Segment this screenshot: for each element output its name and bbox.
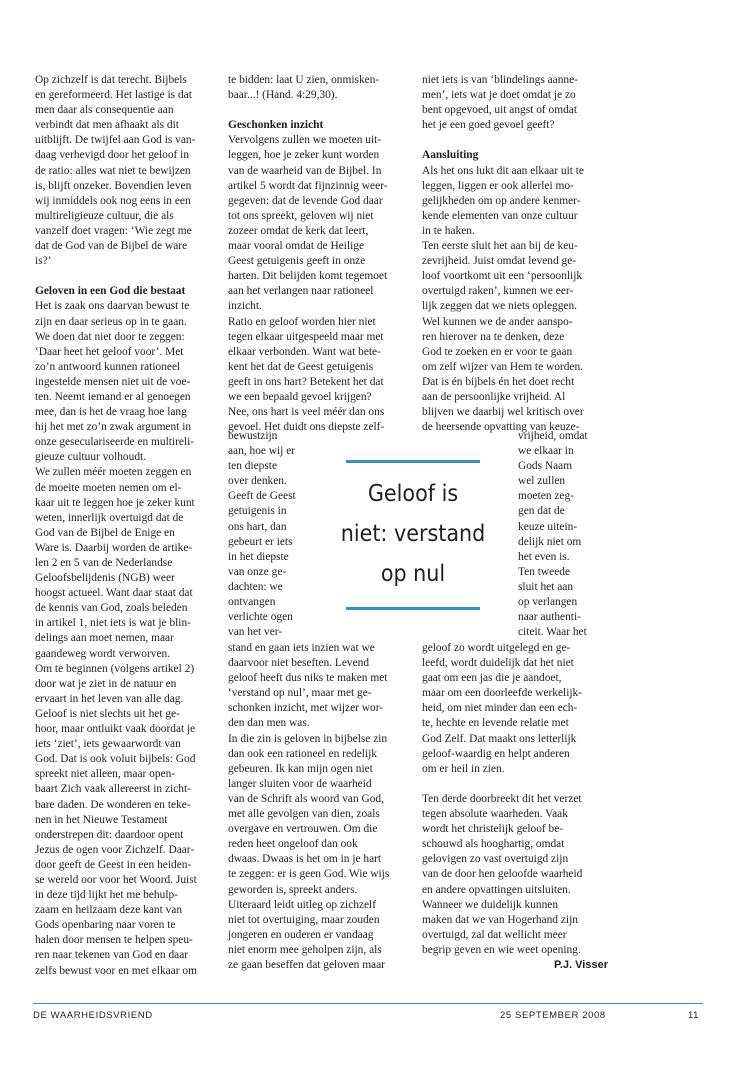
body-text-line: wel zullen — [518, 475, 566, 488]
body-text-line: mee, dan is het de vraag hoe lang — [35, 406, 187, 419]
body-text-line: Nee, ons hart is veel méér dan ons — [228, 406, 385, 419]
body-text-line: we elkaar in — [518, 445, 574, 458]
body-text-line: naar authenti- — [518, 611, 581, 624]
body-text-line: Als het ons lukt dit aan elkaar uit te — [422, 164, 584, 177]
body-text-line: met alle gevolgen van dien, zoals — [228, 808, 380, 821]
body-text-line: aan, hoe wij er — [228, 445, 296, 458]
body-text-line: onze geseculariseerde en multireli- — [35, 436, 195, 449]
paragraph-gap — [228, 103, 414, 118]
body-text-line: daag verhevigd door het geloof in — [35, 149, 190, 162]
body-text-line: zelfs bewust voor en met elkaar om — [35, 964, 197, 977]
body-text-line: ‘Daar heet het geloof voor’. Met — [35, 345, 184, 358]
body-text-line: vanzelf doet vragen: ‘Wie zegt me — [35, 224, 192, 237]
body-text-line: langer sluiten voor de waarheid — [228, 777, 372, 790]
body-text-line: schouwd als hooghartig, omdat — [422, 838, 565, 851]
body-text-line: zozeer omdat de kerk dat leert, — [228, 224, 369, 237]
body-text-line: te zeggen: er is geen God. Wie wijs — [228, 868, 390, 881]
body-text-line: bare daden. De wonderen en teke- — [35, 798, 191, 811]
column-2-wrap — [228, 429, 320, 640]
body-text-line: te, hechte en levende relatie met — [422, 717, 569, 730]
body-text-line: geloof heeft dus niks te maken met — [228, 672, 388, 685]
body-text-line: Ware is. Daarbij worden de artike- — [35, 541, 193, 554]
body-text-line: hoor, maar ontluikt vaak doordat je — [35, 723, 196, 736]
author-byline: P.J. Visser — [553, 958, 608, 971]
footer-date: 25 SEPTEMBER 2008 — [500, 1010, 606, 1021]
body-text-line: overgave en vertrouwen. Om die — [228, 823, 378, 836]
body-text-line: kent het dat de Geest getuigenis — [228, 360, 374, 373]
body-text-line: men’, iets wat je doet omdat je zo — [422, 89, 576, 102]
body-text-line: onderstrepen dit: daardoor opent — [35, 828, 184, 841]
body-text-line: gevoel. Het duidt ons diepste zelf- — [228, 421, 385, 434]
body-text-line: jongeren en ouderen er vandaag — [228, 928, 374, 941]
body-text-line: inzicht. — [228, 300, 262, 313]
body-text-line: Geloofsbelijdenis (NGB) weer — [35, 572, 175, 585]
body-text-line: aan het verlangen naar rationeel — [228, 285, 374, 298]
body-text-line: daarvoor niet beseften. Levend — [228, 657, 370, 670]
body-text-line: delijk niet om — [518, 535, 582, 548]
body-text-line: getuigenis in — [228, 505, 287, 518]
body-text-line: ten. Neemt iemand er al genoegen — [35, 390, 191, 403]
body-text-line: Op zichzelf is dat terecht. Bijbels — [35, 74, 187, 86]
body-text-line: gaandeweg wordt verworven. — [35, 647, 171, 660]
body-text-line: ontvangen — [228, 596, 276, 609]
body-text-line: ren naar tekenen van God en daar — [35, 949, 189, 962]
pull-quote-text — [334, 474, 492, 594]
body-text-line: In die zin is geloven in bijbelse zin — [228, 732, 388, 745]
body-text-line: en gereformeerd. Het lastige is dat — [35, 89, 192, 102]
column-3-top — [422, 73, 608, 435]
body-text-line: God van de Bijbel de Enige en — [35, 526, 175, 539]
body-text-line: tegen elkaar uitgespeeld maar met — [228, 330, 384, 343]
body-text-line: zo’n antwoord kunnen rationeel — [35, 360, 181, 373]
body-text-line: Ratio en geloof worden hier niet — [228, 315, 376, 328]
body-text-line: van het ver- — [228, 626, 283, 639]
body-text-line: Dat is én bijbels én het doet recht — [422, 375, 575, 388]
body-text-line: God. Dat is ook voluit bijbels: God — [35, 753, 196, 766]
body-text-line: Wanneer we duidelijk kunnen — [422, 898, 559, 911]
body-text-line: elkaar verbonden. Want wat bete- — [228, 345, 381, 358]
body-text-line: hij het met zo’n zwak argument in — [35, 421, 192, 434]
body-text-line: gieuze cultuur volhoudt. — [35, 451, 147, 464]
body-text-line: kende elementen van onze cultuur — [422, 209, 578, 222]
paragraph-gap — [422, 133, 608, 148]
body-text-line: leggen, liggen er ook allerlei mo- — [422, 179, 574, 192]
body-text-line: Uiteraard leidt uitleg op zichzelf — [228, 898, 377, 911]
body-text-line: het even is. — [518, 550, 570, 563]
body-text-line: zevrijheid. Juist omdat levend ge- — [422, 255, 577, 268]
body-text-line: en andere opvattingen uitsluiten. — [422, 883, 571, 896]
body-text-line: weten, innerlijk overtuigd dat de — [35, 511, 184, 524]
body-text-line: gen dat de — [518, 505, 565, 518]
body-text-line: van onze ge- — [228, 565, 287, 578]
body-text-line: dan ook een rationeel en redelijk — [228, 747, 377, 760]
body-text-line: het je een goed gevoel geeft? — [422, 119, 555, 132]
section-heading: Geschonken inzicht — [228, 119, 324, 132]
body-text-line: gegeven: dat de levende God daar — [228, 194, 383, 207]
body-text-line: Vervolgens zullen we moeten uit- — [228, 134, 382, 147]
body-text-line: Ten eerste sluit het aan bij de keu- — [422, 240, 578, 253]
pull-quote — [334, 452, 492, 612]
body-text-line: keuze uitein- — [518, 520, 578, 533]
body-text-line: Gods Naam — [518, 460, 573, 473]
body-text-line: Geloof is niet slechts uit het ge- — [35, 707, 180, 720]
section-heading: Aansluiting — [422, 149, 479, 162]
body-text-line: op verlangen — [518, 596, 578, 609]
body-text-line: Ten tweede — [518, 565, 571, 578]
body-text-line: len 2 en 5 van de Nederlandse — [35, 557, 173, 569]
body-text-line: men daar als consequentie aan — [35, 104, 174, 117]
body-text-line: geloof zo wordt uitgelegd en ge- — [422, 642, 571, 654]
body-text-line: dat de God van de Bijbel de ware — [35, 240, 188, 253]
body-text-line: bewustzijn — [228, 430, 278, 442]
body-text-line: baar...! (Hand. 4:29,30). — [228, 89, 338, 102]
body-text-line: geworden is, spreekt anders. — [228, 883, 358, 896]
body-text-line: reden heet ongeloof dan ook — [228, 838, 358, 851]
body-text-line: ons hart, dan — [228, 520, 287, 533]
body-text-line: tot ons spreekt, geloven wij niet — [228, 209, 374, 222]
body-text-line: gebeurt er iets — [228, 535, 293, 548]
body-text-line: Het is zaak ons daarvan bewust te — [35, 300, 190, 313]
body-text-line: gelijkheden om op andere kenmer- — [422, 194, 581, 207]
body-text-line: God te zoeken en er voor te gaan — [422, 345, 573, 358]
footer-publication: DE WAARHEIDSVRIEND — [33, 1010, 153, 1021]
body-text-line: Geest getuigenis geeft in onze — [228, 255, 366, 268]
body-text-line: spreekt niet alleen, maar open- — [35, 768, 176, 781]
column-2-bottom — [228, 641, 414, 973]
body-text-line: verlichte ogen — [228, 611, 293, 624]
body-text-line: in artikel 1, niet iets is wat je blin- — [35, 617, 191, 630]
body-text-line: overtuigd, zal dat wellicht meer — [422, 928, 567, 941]
body-text-line: leggen, hoe je zeker kunt worden — [228, 149, 380, 162]
body-text-line: overtuigd raken’, kunnen we eer- — [422, 285, 574, 298]
body-text-line: blijven we daarbij wel kritisch over — [422, 406, 584, 419]
body-text-line: hoogst actueel. Want daar staat dat — [35, 587, 193, 600]
body-text-line: geloof-waardig en helpt anderen — [422, 747, 570, 760]
body-text-line: stand en gaan iets inzien wat we — [228, 642, 375, 654]
column-3-bottom — [422, 641, 608, 973]
body-text-line: gelovigen zo vast overtuigd zijn — [422, 853, 569, 866]
pull-quote-top-rule — [346, 460, 480, 463]
body-text-line: verbindt dat men afhaakt als dit — [35, 119, 179, 132]
body-text-line: we een bepaald gevoel krijgen? — [228, 390, 372, 403]
body-text-line: lijk zeggen dat we niets opleggen. — [422, 300, 577, 313]
body-text-line: om er heil in zien. — [422, 762, 505, 775]
body-text-line: van de door hen geloofde waarheid — [422, 868, 583, 881]
body-text-line: van de waarheid van de Bijbel. In — [228, 164, 382, 177]
body-text-line: is, blijft onzeker. Bovendien leven — [35, 179, 192, 192]
body-text-line: ren hierover na te denken, deze — [422, 330, 565, 343]
body-text-line: citeit. Waar het — [518, 626, 587, 639]
body-text-line: de kennis van God, zoals beleden — [35, 602, 188, 615]
body-text-line: halen door mensen te helpen speu- — [35, 934, 193, 947]
body-text-line: Jezus de ogen voor Zichzelf. Daar- — [35, 843, 195, 856]
body-text-line: vrijheid, omdat — [518, 430, 588, 442]
body-text-line: dwaas. Dwaas is het om in je hart — [228, 853, 382, 866]
body-text-line: God Zelf. Dat maakt ons letterlijk — [422, 732, 577, 745]
body-text-line: dachten: we — [228, 580, 283, 593]
column-1 — [35, 73, 221, 979]
body-text-line: We zullen méér moeten zeggen en — [35, 466, 192, 479]
body-text-line: zaam en heilzaam deze kant van — [35, 904, 183, 917]
body-text-line: Geeft de Geest — [228, 490, 296, 503]
body-text-line: nen in het Nieuwe Testament — [35, 813, 168, 826]
body-text-line: We doen dat niet door te zeggen: — [35, 330, 185, 343]
body-text-line: de ratio: alles wat niet te bewijzen — [35, 164, 191, 177]
body-text-line: door wat je ziet in de natuur en — [35, 677, 177, 690]
body-text-line: ten diepste — [228, 460, 278, 473]
body-text-line: Gods openbaring naar voren te — [35, 919, 176, 932]
body-text-line: te bidden: laat U zien, onmisken- — [228, 74, 380, 86]
body-text-line: van de Schrift als woord van God, — [228, 792, 384, 805]
body-text-line: multireligieuze cultuur, die als — [35, 209, 174, 222]
body-text-line: maken dat we van Hogerhand zijn — [422, 913, 578, 926]
body-text-line: Om te beginnen (volgens artikel 2) — [35, 662, 195, 675]
pull-quote-bottom-rule — [346, 607, 480, 610]
body-text-line: niet tot overtuiging, maar zouden — [228, 913, 380, 926]
column-2-top — [228, 73, 414, 435]
body-text-line: Ten derde doorbreekt dit het verzet — [422, 792, 582, 805]
body-text-line: Wel kunnen we de ander aanspo- — [422, 315, 573, 328]
body-text-line: aan de persoonlijke vrijheid. Al — [422, 390, 566, 403]
body-text-line: in deze tijd lijkt het me behulp- — [35, 889, 178, 902]
body-text-line: delings aan moet nemen, maar — [35, 632, 174, 645]
body-text-line: harten. Dit belijden komt tegemoet — [228, 270, 388, 283]
pull-quote-line: niet: verstand — [340, 521, 486, 547]
body-text-line: heid, om niet minder dan een ech- — [422, 702, 578, 715]
pull-quote-line: op nul — [380, 561, 446, 587]
body-text-line: baart Zich vaak allereerst in zicht- — [35, 783, 191, 796]
body-text-line: leefd, wordt duidelijk dat het niet — [422, 657, 574, 670]
body-text-line: gaat om een jas die je aandoet, — [422, 672, 562, 685]
body-text-line: geeft in ons hart? Betekent het dat — [228, 375, 384, 388]
body-text-line: maar vooral omdat de Heilige — [228, 240, 365, 253]
body-text-line: loof voortkomt uit een ‘persoonlijk — [422, 270, 583, 283]
body-text-line: moeten zeg- — [518, 490, 574, 503]
footer-rule — [33, 1003, 703, 1004]
body-text-line: is?’ — [35, 255, 52, 268]
body-text-line: wordt het christelijk geloof be- — [422, 823, 564, 836]
body-text-line: om zelf wijzer van Hem te worden. — [422, 360, 583, 373]
body-text-line: kaar uit te leggen hoe je zeker kunt — [35, 496, 195, 509]
paragraph-gap — [422, 777, 608, 792]
body-text-line: iets ‘ziet’, iets gewaarwordt van — [35, 738, 181, 751]
body-text-line: schonken inzicht, met wijzer wor- — [228, 702, 384, 715]
footer-page-number: 11 — [688, 1010, 700, 1021]
body-text-line: over denken. — [228, 475, 287, 488]
body-text-line: sluit het aan — [518, 580, 574, 593]
body-text-line: gebeuren. Ik kan mijn ogen niet — [228, 762, 373, 775]
body-text-line: wij inmiddels ook nog eens in een — [35, 194, 191, 207]
column-3-wrap — [518, 429, 608, 640]
body-text-line: in te haken. — [422, 224, 475, 237]
body-text-line: ‘verstand op nul’, maar met ge- — [228, 687, 372, 700]
body-text-line: door geeft de Geest in een heiden- — [35, 858, 192, 871]
body-text-line: zijn en daar serieus op in te gaan. — [35, 315, 187, 328]
body-text-line: bent opgevoed, uit angst of omdat — [422, 104, 578, 117]
body-text-line: in het diepste — [228, 550, 289, 563]
body-text-line: den dan men was. — [228, 717, 310, 730]
body-text-line: maar om een doorleefde werkelijk- — [422, 687, 583, 700]
body-text-line: ze gaan beseffen dat geloven maar — [228, 958, 385, 971]
body-text-line: de heersende opvatting van keuze- — [422, 421, 580, 434]
pull-quote-line: Geloof is — [367, 481, 459, 507]
body-text-line: begrip geven en wie weet opening. — [422, 943, 581, 956]
body-text-line: niet enorm mee geholpen zijn, als — [228, 943, 382, 956]
body-text-line: ingestelde mensen niet uit de voe- — [35, 375, 191, 388]
body-text-line: ervaart in het leven van alle dag. — [35, 692, 184, 705]
body-text-line: niet iets is van ‘blindelings aanne- — [422, 74, 578, 86]
paragraph-gap — [35, 269, 221, 284]
body-text-line: artikel 5 wordt dat fijnzinnig weer- — [228, 179, 388, 192]
body-text-line: se wereld oor voor het Woord. Juist — [35, 873, 197, 886]
section-heading: Geloven in een God die bestaat — [35, 285, 186, 298]
body-text-line: tegen absolute waarheden. Vaak — [422, 808, 568, 821]
body-text-line: de moeite moeten nemen om el- — [35, 481, 182, 494]
body-text-line: uitblijft. De twijfel aan God is van- — [35, 134, 196, 147]
